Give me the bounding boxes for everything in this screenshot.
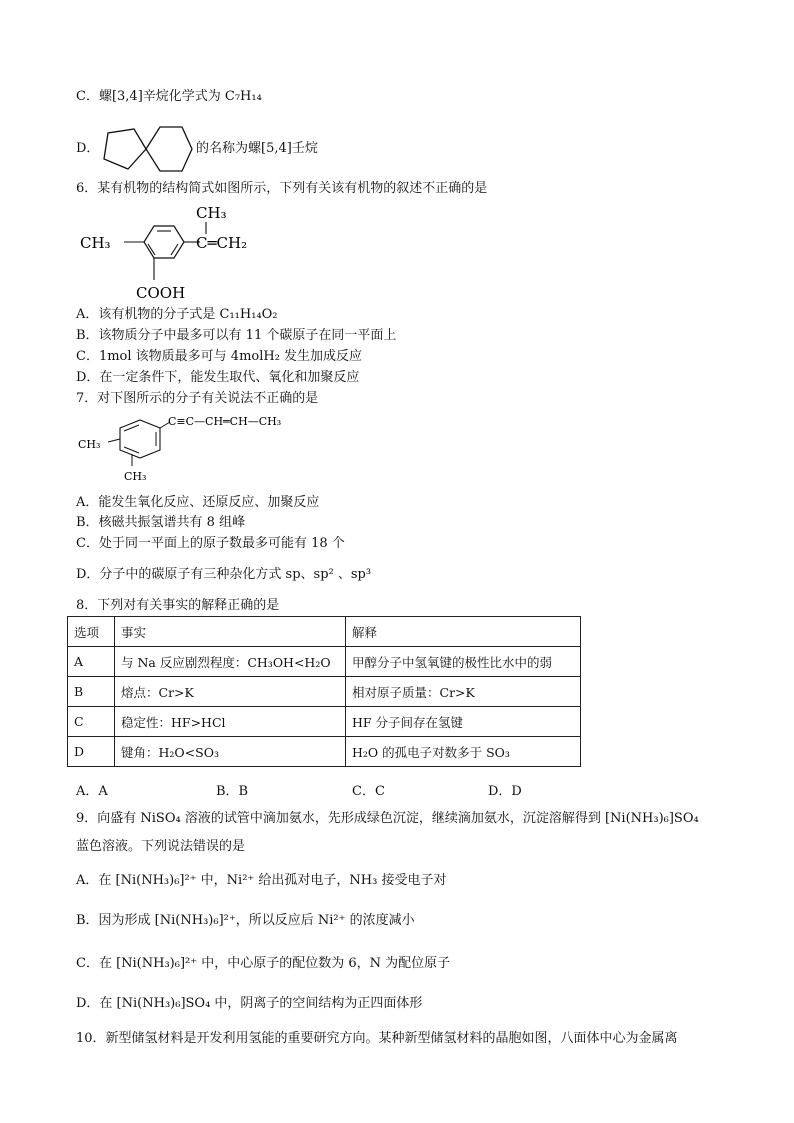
q10-stem: 10．新型储氢材料是开发利用氢能的重要研究方向。某种新型储氢材料的晶胞如图，八面体中心为金属离 (76, 1031, 678, 1046)
q7-option-c: C．处于同一平面上的原子数最多可能有 18 个 (76, 536, 345, 551)
q6-structure-image (76, 200, 276, 304)
q7-option-d: D．分子中的碳原子有三种杂化方式 sp、sp² 、sp³ (76, 567, 372, 582)
q6-ch3-left-label: CH₃ (80, 234, 111, 252)
q9-option-c: C．在 [Ni(NH₃)₆]²⁺ 中，中心原子的配位数为 6，N 为配位原子 (76, 956, 451, 971)
q9-option-b: B．因为形成 [Ni(NH₃)₆]²⁺，所以反应后 Ni²⁺ 的浓度减小 (76, 913, 415, 928)
q5-option-c: C．螺[3,4]辛烷化学式为 C₇H₁₄ (76, 89, 262, 104)
q7-chain-label: C≡C—CH═CH—CH₃ (168, 415, 282, 428)
q8-table-header-row (68, 617, 581, 647)
q7-structure-image (76, 408, 306, 488)
q8-cell: 相对原子质量：Cr>K (346, 677, 581, 707)
q7-option-a: A．能发生氧化反应、还原反应、加聚反应 (76, 495, 320, 510)
table-row (68, 707, 581, 737)
q8-header-option: 选项 (68, 617, 115, 647)
q8-cell: HF 分子间存在氢键 (346, 707, 581, 737)
q8-cell: H₂O 的孤电子对数多于 SO₃ (346, 737, 581, 767)
q7-ch3-bottom-label: CH₃ (124, 470, 147, 483)
q7-option-b: B．核磁共振氢谱共有 8 组峰 (76, 515, 246, 530)
q8-cell: 甲醇分子中氢氧键的极性比水中的弱 (346, 647, 581, 677)
q8-stem: 8．下列对有关事实的解释正确的是 (76, 598, 280, 613)
q8-options (76, 780, 556, 799)
q8-cell: 键角：H₂O<SO₃ (115, 737, 346, 767)
q8-table (67, 616, 581, 767)
q7-stem: 7．对下图所示的分子有关说法不正确的是 (76, 391, 319, 406)
q8-header-explanation: 解释 (346, 617, 581, 647)
q6-option-d: D．在一定条件下，能发生取代、氧化和加聚反应 (76, 370, 360, 385)
q5-option-d-text: 的名称为螺[5,4]壬烷 (196, 141, 318, 156)
q8-header-fact: 事实 (115, 617, 346, 647)
table-row (68, 737, 581, 767)
q6-option-c: C．1mol 该物质最多可与 4molH₂ 发生加成反应 (76, 349, 363, 364)
q9-option-d: D．在 [Ni(NH₃)₆]SO₄ 中，阴离子的空间结构为正四面体形 (76, 996, 423, 1011)
q8-cell: 稳定性：HF>HCl (115, 707, 346, 737)
q8-cell: 与 Na 反应剧烈程度：CH₃OH<H₂O (115, 647, 346, 677)
spiro-structure-image (98, 123, 194, 175)
q8-option-a: A．A (76, 784, 108, 799)
q6-option-b: B．该物质分子中最多可以有 11 个碳原子在同一平面上 (76, 328, 397, 343)
q6-ch3-top-label: CH₃ (196, 204, 227, 222)
q8-cell: C (68, 707, 115, 737)
table-row (68, 647, 581, 677)
q8-option-b: B．B (216, 784, 249, 799)
q6-option-a: A．该有机物的分子式是 C₁₁H₁₄O₂ (76, 307, 278, 322)
q8-cell: D (68, 737, 115, 767)
q9-option-a: A．在 [Ni(NH₃)₆]²⁺ 中，Ni²⁺ 给出孤对电子，NH₃ 接受电子对 (76, 873, 447, 888)
q8-cell: B (68, 677, 115, 707)
q6-cch2-label: C═CH₂ (196, 234, 248, 252)
q9-stem-line2: 蓝色溶液。下列说法错误的是 (76, 839, 246, 854)
q8-option-c: C．C (352, 784, 385, 799)
table-row (68, 677, 581, 707)
q5-option-d-label: D． (76, 141, 100, 156)
q6-stem: 6．某有机物的结构简式如图所示，下列有关该有机物的叙述不正确的是 (76, 181, 488, 196)
q7-ch3-left-label: CH₃ (78, 438, 101, 451)
q9-stem-line1: 9．向盛有 NiSO₄ 溶液的试管中滴加氨水，先形成绿色沉淀，继续滴加氨水，沉淀溶解得到 [Ni(NH₃)₆]SO₄ (76, 811, 699, 826)
q8-cell: A (68, 647, 115, 677)
q8-option-d: D．D (488, 784, 522, 799)
q8-cell: 熔点：Cr>K (115, 677, 346, 707)
q6-cooh-label: COOH (136, 284, 186, 302)
